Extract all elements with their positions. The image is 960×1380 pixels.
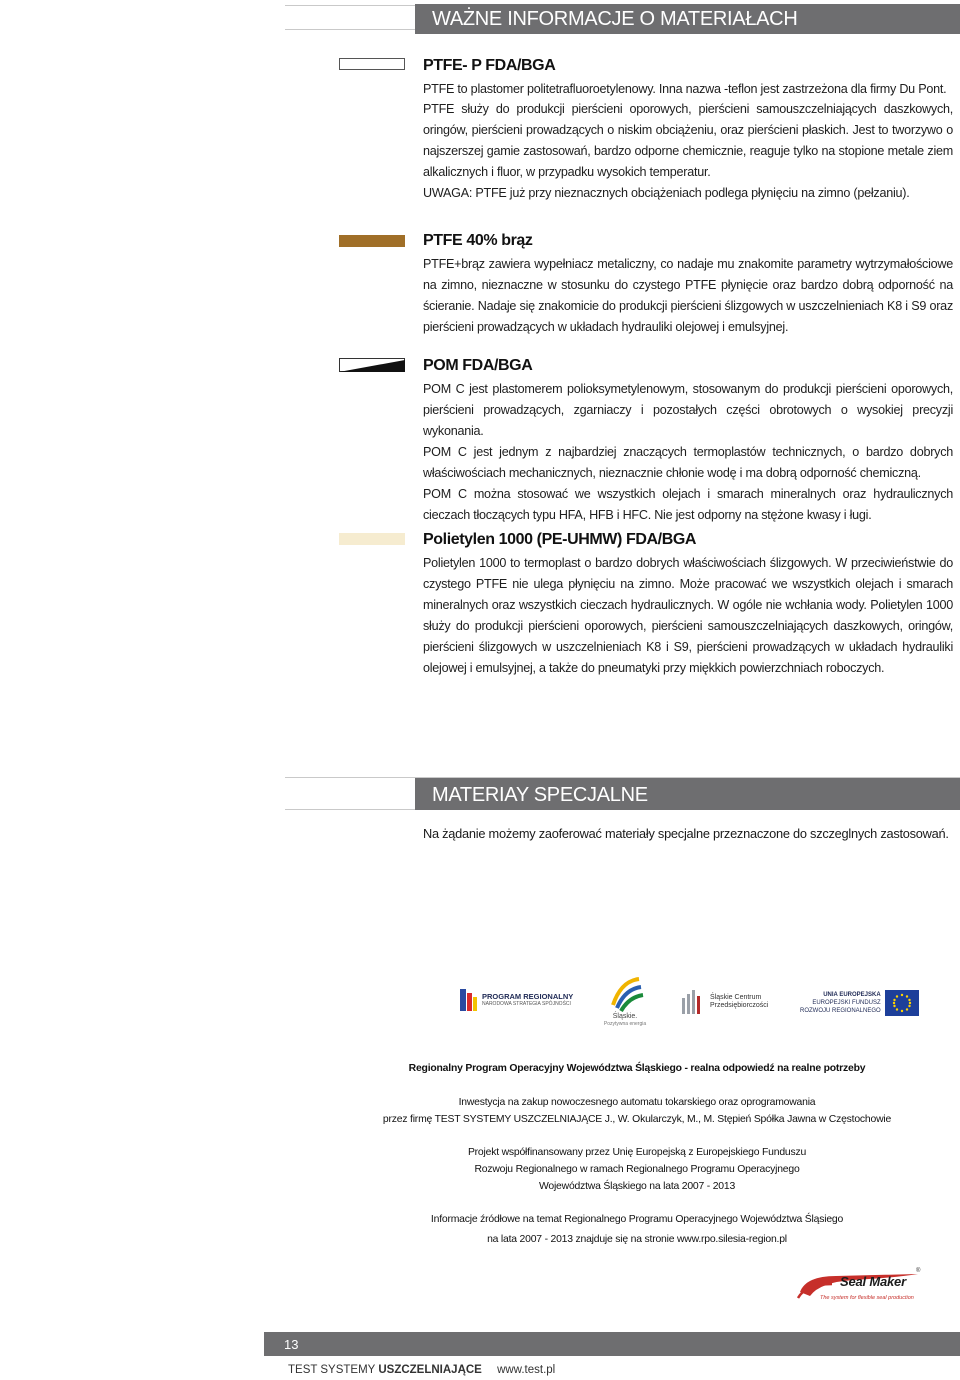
logo-program-regionalny: [458, 985, 573, 1015]
special-materials-text: Na żądanie możemy zaoferować materiały specjalne przeznaczone do szczeglnych zastosowań.: [423, 826, 949, 841]
paragraph: POM C jest plastomerem polioksymetylenowym, stosowanym do produkcji pierścieni oporowych, pierścieni prowadzących, zgarniaczy i pozostałych części obrotowych o wysokiej precyzji wykonania.: [423, 382, 953, 438]
material-title: PTFE 40% brąz: [423, 232, 533, 249]
seal-maker-tagline: The system for flexible seal production: [820, 1295, 914, 1301]
paragraph: PTFE+brąz zawiera wypełniacz metaliczny, co nadaje mu znakomite parametry wytrzymałościowe na zimno, nieznaczne w stosunku do czystego PTFE płynięcie oraz bardzo dobrą odporność na ścieranie. Nadaje się znakomicie do produkcji pierścieni ślizgowych w uszczelnieniach K8 i S9 oraz pierścieni prowadzących w układach hydrauliki olejowej i emulsyjnej.: [423, 257, 953, 334]
ue-line2: EUROPEJSKI FUNDUSZ: [812, 1000, 881, 1006]
slaskie-caption: Śląskie.: [612, 1013, 638, 1020]
material-title: PTFE- P FDA/BGA: [423, 57, 556, 74]
header-rule-bottom: [285, 29, 415, 30]
footer-cofinancing-line1: Projekt współfinansowany przez Unię Europejską z Europejskiego Funduszu: [467, 1147, 807, 1158]
footer-info-line1: Informacje źródłowe na temat Regionalnego Programu Operacyjnego Województwa Śląsiego: [430, 1214, 844, 1225]
footer-cofinancing-line2: Rozwoju Regionalnego w ramach Regionalnego Programu Operacyjnego: [474, 1164, 800, 1175]
logo-seal-maker: [796, 1268, 926, 1308]
material-pe-uhmw: [423, 529, 953, 679]
footer-info-line2: na lata 2007 - 2013 znajduje się na stronie www.rpo.silesia-region.pl: [487, 1234, 787, 1245]
footer-cofinancing-line3: Województwa Śląskiego na lata 2007 - 2013: [538, 1181, 736, 1192]
section-header-special: [415, 778, 960, 810]
material-title: POM FDA/BGA: [423, 357, 533, 374]
brand-bold: USZCZELNIAJĄCE: [378, 1364, 482, 1376]
centrum-line1: Śląskie Centrum: [710, 994, 762, 1001]
centrum-line2: Przedsiębiorczości: [710, 1002, 769, 1009]
seal-maker-name: Seal Maker: [840, 1274, 906, 1289]
website-link[interactable]: www.test.pl: [497, 1364, 556, 1376]
section-title: MATERIAY SPECJALNE: [432, 784, 648, 806]
material-pom: [423, 355, 953, 526]
footer-brand: [288, 1364, 555, 1376]
eu-flag-icon: [885, 990, 919, 1016]
paragraph: PTFE to plastomer politetrafluoroetylenowy. Inna nazwa -teflon jest zastrzeżona dla firmy Du Pont.: [423, 82, 947, 96]
brand-light: TEST SYSTEMY: [288, 1364, 376, 1376]
section-header-materials: [415, 4, 960, 34]
logo-slaskie: [590, 975, 660, 1027]
program-regionalny-subtitle: NARODOWA STRATEGIA SPÓJNOŚCI: [482, 1001, 571, 1007]
swatch-ptfe: [339, 58, 405, 70]
paragraph: POM C jest jednym z najbardziej znaczących termoplastów technicznych, o bardzo dobrych właściwościach mechanicznych, nieznacznie chłonie wodę i ma dobrą odporność chemiczną.: [423, 445, 953, 480]
paragraph: PTFE służy do produkcji pierścieni oporowych, pierścieni samouszczelniających daszkowych, oringów, pierścieni prowadzących o niskim obciążeniu, oraz pierścieni płaskich. Jest to tworzywo o najszerszej gamie zastosowań, bardzo odporne chemicznie, reaguje tylko na stopione metale ziem alkalicznych i fluor, w przypadku wysokich temperatur.: [423, 102, 953, 179]
slaskie-subcaption: Pozytywna energia: [603, 1021, 647, 1027]
logo-slaskie-centrum: [680, 988, 768, 1016]
seal-maker-registered: ®: [916, 1268, 921, 1274]
section-title: WAŻNE INFORMACJE O MATERIAŁACH: [432, 8, 798, 30]
program-regionalny-title: PROGRAM REGIONALNY: [482, 992, 574, 1001]
ue-line3: ROZWOJU REGIONALNEGO: [800, 1008, 881, 1014]
slaskie-swirl-icon: [605, 975, 645, 1013]
material-ptfe-bronze: [423, 230, 953, 338]
footer-motto: Regionalny Program Operacyjny Województwa Śląskiego - realna odpowiedź na realne potrzeby: [408, 1063, 866, 1074]
centrum-bars-icon: [680, 988, 706, 1016]
paragraph: UWAGA: PTFE już przy nieznacznych obciążeniach podlega płynięciu na zimno (pełzaniu).: [423, 186, 910, 200]
paragraph: Polietylen 1000 to termoplast o bardzo dobrych właściwościach ślizgowych. W przeciwieństwie do czystego PTFE nie ulega płynięciu na zimno. Może pracować we wszystkich olejach i smarach mineralnych oraz wszystkich cieczach hydraulicznych. W ogóle nie wchłania wody. Polietylen 1000 służy do produkcji pierścieni oporowych, pierścieni samouszczelniających daszkowych, oringów, pierścieni ślizgowych w uszczelnieniach K8 i S9, pierścieni prowadzących w układach hydrauliki olejowej i emulsyjnej, a także do pneumatyki przy miękkich powierzchniach roboczych.: [423, 556, 953, 675]
material-title: Polietylen 1000 (PE-UHMW) FDA/BGA: [423, 531, 697, 548]
material-ptfe: [423, 55, 953, 204]
swatch-pom: [339, 358, 405, 372]
swatch-pe-uhmw: [339, 533, 405, 545]
swatch-ptfe-bronze: [339, 235, 405, 247]
program-regionalny-icon: [458, 985, 478, 1015]
footer-investment-line2: przez firmę TEST SYSTEMY USZCZELNIAJĄCE J., W. Okularczyk, M., M. Stępień Spółka Jawna w Częstochowie: [382, 1114, 892, 1125]
ue-line1: UNIA EUROPEJSKA: [823, 992, 881, 998]
logo-unia-europejska: [800, 990, 919, 1016]
paragraph: POM C można stosować we wszystkich olejach i smarach mineralnych oraz hydraulicznych cieczach tłoczących typu HFA, HFB i HFC. Nie jest odporny na stężone kwasy i ługi.: [423, 487, 953, 522]
page-number-bar: [264, 1332, 960, 1356]
footer-investment-line1: Inwestycja na zakup nowoczesnego automatu tokarskiego oraz oprogramowania: [458, 1097, 816, 1108]
page-number: 13: [284, 1337, 299, 1352]
header-rule-bottom: [285, 809, 415, 810]
